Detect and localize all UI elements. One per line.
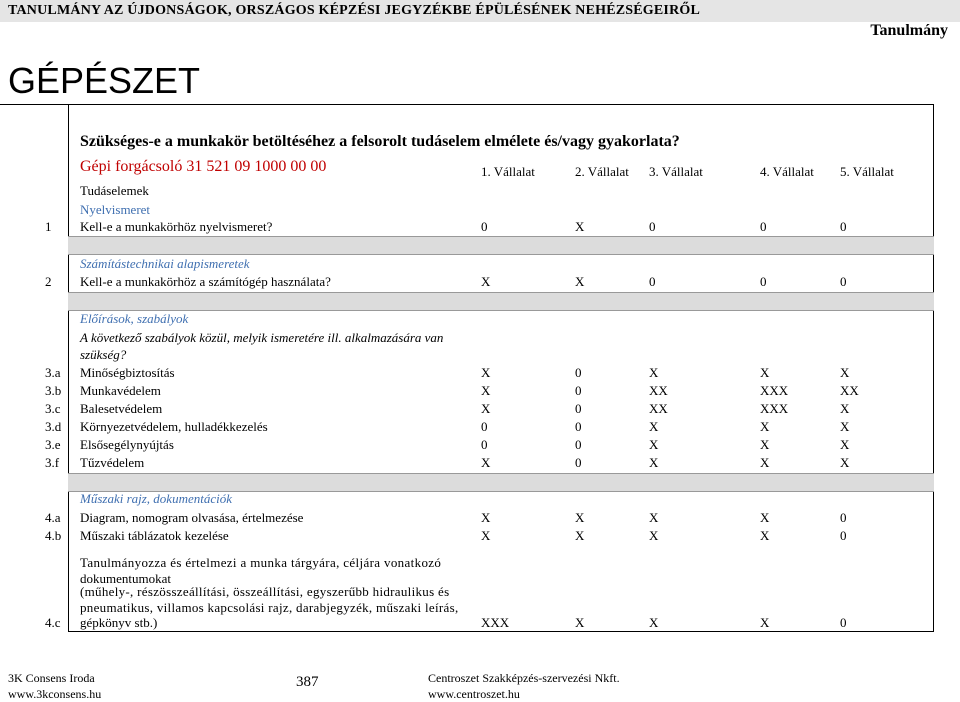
row-4c-line: (műhely-, részösszeállítási, összeállítási, egyszerűbb hidraulikus és (80, 584, 450, 599)
row-number: 4.b (45, 528, 62, 543)
row-value: X (649, 365, 659, 380)
row-value: X (649, 437, 659, 452)
row-value: 0 (840, 510, 847, 525)
row-label: Környezetvédelem, hulladékkezelés (80, 419, 268, 434)
row-value: XXX (760, 383, 789, 398)
page-title: GÉPÉSZET (8, 60, 201, 101)
separator (68, 473, 934, 492)
row-number: 1 (45, 219, 52, 234)
row-number: 4.a (45, 510, 61, 525)
separator (68, 292, 934, 311)
row-label: Elsősegélynyújtás (80, 437, 174, 452)
row-value: X (760, 437, 770, 452)
section-computing: Számítástechnikai alapismeretek (80, 256, 250, 271)
row-number: 4.c (45, 615, 61, 630)
row-4c-line: pneumatikus, villamos kapcsolási rajz, darabjegyzék, műszaki leírás, (80, 600, 459, 615)
footer-org-url: www.centroszet.hu (428, 687, 520, 701)
question: Szükséges-e a munkakör betöltéséhez a felsorolt tudáselem elmélete és/vagy gyakorlata? (80, 133, 680, 150)
row-value: X (575, 274, 585, 289)
row-value: 0 (575, 455, 582, 470)
row-number: 3.c (45, 401, 61, 416)
footer-company: 3K Consens Iroda (8, 671, 95, 685)
row-value: 0 (840, 219, 847, 234)
row-value: X (481, 383, 491, 398)
row-value: X (760, 455, 770, 470)
row-value: 0 (575, 419, 582, 434)
footer-org: Centroszet Szakképzés-szervezési Nkft. (428, 671, 620, 685)
row-value: X (575, 528, 585, 543)
row-label: Műszaki táblázatok kezelése (80, 528, 229, 543)
row-value: 0 (760, 219, 767, 234)
row-value: X (649, 510, 659, 525)
section-language: Nyelvismeret (80, 202, 151, 217)
job-title: Gépi forgácsoló 31 521 09 1000 00 00 (80, 158, 327, 175)
row-value: XX (840, 383, 859, 398)
company-3: 3. Vállalat (649, 164, 703, 179)
row-value: 0 (649, 274, 656, 289)
row-label: Balesetvédelem (80, 401, 163, 416)
footer-url: www.3kconsens.hu (8, 687, 102, 701)
row-value: X (649, 615, 659, 630)
row-value: XX (649, 383, 668, 398)
row-value: X (575, 219, 585, 234)
row-label: Diagram, nomogram olvasása, értelmezése (80, 510, 304, 525)
row-value: 0 (840, 274, 847, 289)
row-value: X (840, 419, 850, 434)
row-4c-line: dokumentumokat (80, 571, 171, 586)
company-4: 4. Vállalat (760, 164, 814, 179)
row-value: X (481, 274, 491, 289)
row-value: X (481, 401, 491, 416)
row-4c-line: Tanulmányozza és értelmezi a munka tárgyára, céljára vonatkozó (80, 555, 442, 570)
section-drawing: Műszaki rajz, dokumentációk (80, 491, 233, 506)
row-value: X (481, 365, 491, 380)
row-value: X (760, 615, 770, 630)
row-label: Kell-e a munkakörhöz nyelvismeret? (80, 219, 273, 234)
rules-intro-cont: szükség? (80, 347, 127, 362)
company-2: 2. Vállalat (575, 164, 629, 179)
row-value: X (760, 510, 770, 525)
row-label: Tűzvédelem (80, 455, 145, 470)
rules-intro: A következő szabályok közül, melyik ismeretére ill. alkalmazására van (80, 330, 444, 345)
row-value: 0 (575, 437, 582, 452)
row-value: 0 (840, 528, 847, 543)
row-value: 0 (575, 365, 582, 380)
row-value: XXX (760, 401, 789, 416)
page-number: 387 (296, 674, 319, 690)
row-value: 0 (760, 274, 767, 289)
row-value: X (649, 455, 659, 470)
row-number: 3.b (45, 383, 62, 398)
section-rules: Előírások, szabályok (80, 311, 189, 326)
row-value: X (760, 419, 770, 434)
row-value: 0 (575, 383, 582, 398)
footer-right (428, 670, 620, 702)
row-value: XX (649, 401, 668, 416)
row-value: X (840, 437, 850, 452)
row-value: 0 (481, 419, 488, 434)
row-value: 0 (649, 219, 656, 234)
row-number: 2 (45, 274, 52, 289)
row-number: 3.f (45, 455, 60, 470)
header-right: Tanulmány (870, 22, 948, 39)
row-value: X (481, 528, 491, 543)
row-label: Kell-e a munkakörhöz a számítógép használata? (80, 274, 331, 289)
row-number: 3.d (45, 419, 62, 434)
row-value: X (575, 510, 585, 525)
row-label: Minőségbiztosítás (80, 365, 175, 380)
table-frame (68, 104, 934, 632)
row-value: X (481, 510, 491, 525)
row-value: X (840, 401, 850, 416)
company-1: 1. Vállalat (481, 164, 535, 179)
row-label: Munkavédelem (80, 383, 161, 398)
row-value: X (575, 615, 585, 630)
company-5: 5. Vállalat (840, 164, 894, 179)
separator (68, 236, 934, 255)
row-value: 0 (840, 615, 847, 630)
row-value: X (840, 455, 850, 470)
row-4c-line: gépkönyv stb.) (80, 615, 158, 630)
row-value: 0 (481, 437, 488, 452)
row-value: X (760, 365, 770, 380)
row-value: X (481, 455, 491, 470)
row-value: X (649, 528, 659, 543)
row-number: 3.e (45, 437, 61, 452)
row-value: 0 (575, 401, 582, 416)
tudaselemek-heading: Tudáselemek (80, 183, 149, 198)
row-value: X (649, 419, 659, 434)
footer-left (8, 670, 101, 702)
header-title: TANULMÁNY AZ ÚJDONSÁGOK, ORSZÁGOS KÉPZÉSI JEGYZÉKBE ÉPÜLÉSÉNEK NEHÉZSÉGEIRŐL (8, 3, 701, 18)
row-value: 0 (481, 219, 488, 234)
row-value: X (760, 528, 770, 543)
row-value: X (840, 365, 850, 380)
row-value: XXX (481, 615, 510, 630)
row-number: 3.a (45, 365, 61, 380)
